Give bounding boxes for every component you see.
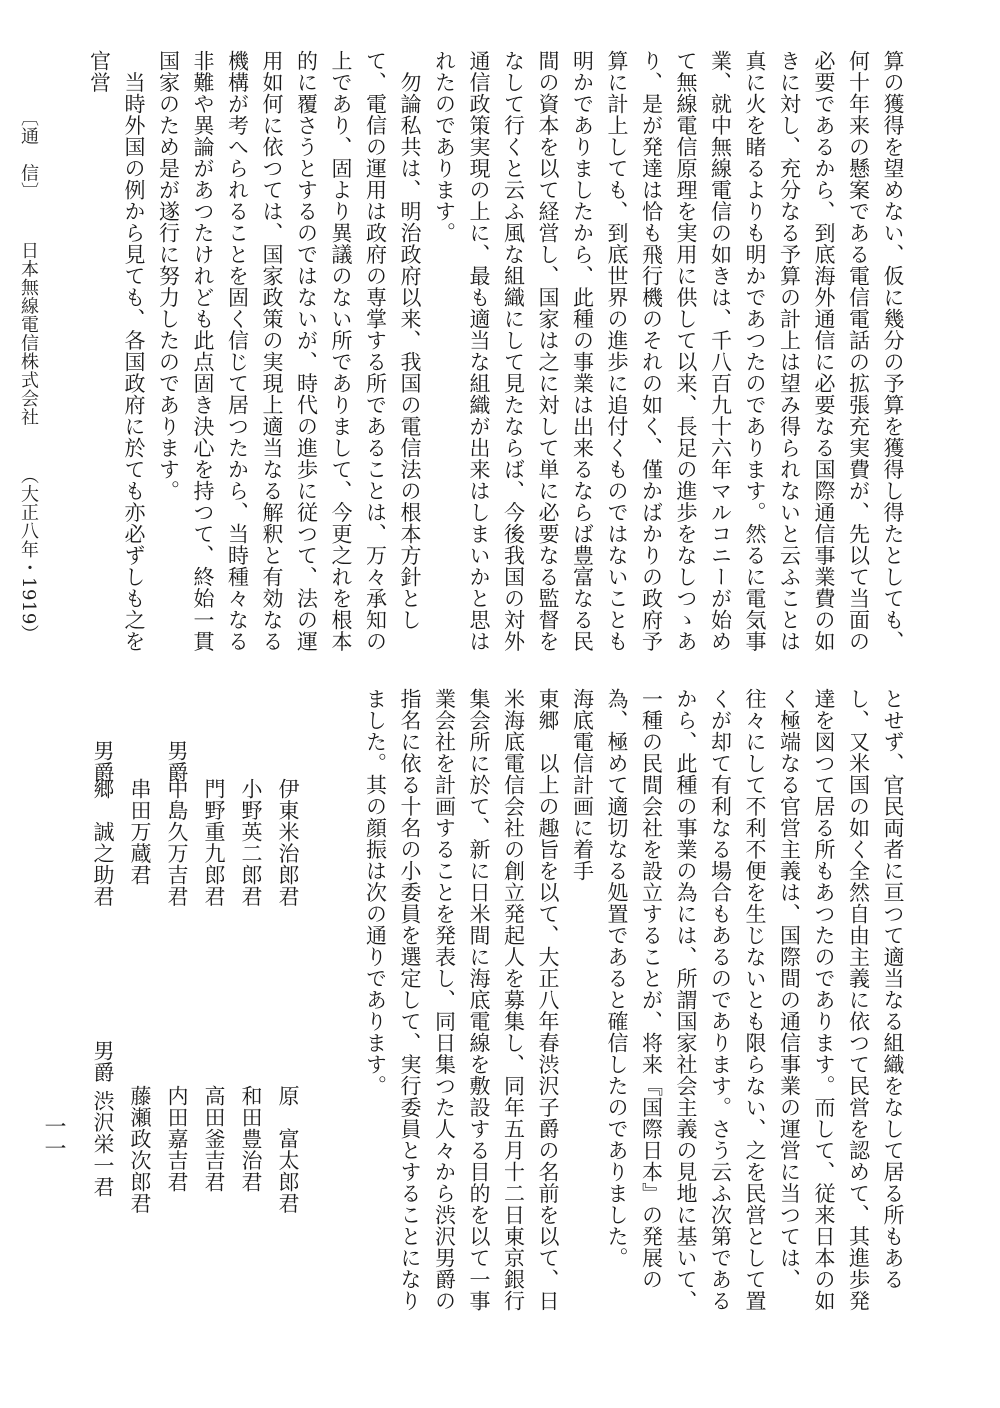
- member-name: 串田万蔵君: [128, 778, 152, 886]
- paragraph-upper-2: 勿論私共は、明治政府以来、我国の電信法の根本方針として、電信の運用は政府の専掌する所であることは、万々承知の上であり、固より異議のない所でありまして、今更之れを根本的に覆さうとするのではないが、時代の進歩に従つて、法の運用如何に依つては、国家政策の実現上適当なる解釈と有効なる機構が考へられることを固く信じて居つたから、当時種々なる非難や異論があつたけれども此点固き決心を持つて、終始一貫国家のため是が遂行に努力したのであります。: [156, 50, 422, 652]
- header-date: （大正八年・1919）: [18, 466, 39, 644]
- member-column: [197, 750, 231, 1270]
- member-name: 高田釜吉君: [202, 1085, 226, 1193]
- paragraph-lower-1: とせず、官民両者に亘つて適当なる組織をなして居る所もあるし、又米国の如く全然自由主義に依つて民営を認めて、其進歩発達を図つて居る所もあつたのであります。而して、従来日本の如く極端なる官営主義は、国際間の通信事業の運営に当つては、往々にして不利不便を生じないとも限らない、之を民営として置くが却て有利なる場合もあるのであります。さう云ふ次第であるから、此種の事業の為には、所謂国家社会主義の見地に基いて、一種の民間会社を設立することが、将来『国際日本』の発展の為、極めて適切なる処置であると確信したのでありました。: [605, 688, 905, 1312]
- member-title: 男爵: [165, 740, 189, 783]
- member-column: [234, 750, 268, 1270]
- page-number: 一一: [41, 1115, 66, 1159]
- member-name: 原 富太郎君: [276, 1085, 300, 1214]
- body-text-upper: [87, 50, 910, 665]
- member-name: 中島久万吉君: [165, 778, 189, 907]
- running-header: [8, 108, 48, 668]
- member-column: [271, 750, 305, 1270]
- paragraph-upper-1: 算の獲得を望めない、仮に幾分の予算を獲得し得たとしても、何十年来の懸案である電信電話の拡張充実費が、先以て当面の必要であるから、到底海外通信に必要なる国際通信事業費の如きに対し、充分なる予算の計上は望み得られないと云ふことは真に火を睹るよりも明かであつたのであります。然るに電気事業、就中無線電信の如きは、千八百九十六年マルコニーが始めて無線電信原理を実用に供して以来、長足の進歩をなしつゝあり、是が発達は恰も飛行機のそれの如く、僅かばかりの政府予算に計上しても、到底世界の進歩に追付くものではないことも明かでありましたから、此種の事業は出来るならば豊富なる民間の資本を以て経営し、国家は之に対して単に必要なる監督をなして行くと云ふ風な組織にして見たならば、今後我国の対外通信政策実現の上に、最も適当な組織が出来はしまいかと思はれたのであります。: [432, 50, 905, 652]
- member-column: [86, 740, 120, 1270]
- member-name: 和田豊治君: [239, 1085, 263, 1193]
- member-title: 男爵: [91, 740, 115, 783]
- member-name: 伊東米治郎君: [276, 778, 300, 907]
- member-column: [160, 740, 194, 1270]
- header-section: 〔通 信〕: [18, 108, 39, 201]
- member-column: [123, 750, 157, 1270]
- member-name: 門野重九郎君: [202, 778, 226, 907]
- paragraph-lower-2-text: 以上の趣旨を以て、大正八年春渋沢子爵の名前を以て、日米海底電信会社の創立発起人を募集し、同年五月十二日東京銀行集会所に於て、新に日米間に海底電線を敷設する目的を以て一事業会社を計画することを発表し、同日集つた人々から渋沢男爵の指名に依る十名の小委員を選定して、実行委員とすることになりました。其の顔振は次の通りであります。: [363, 688, 560, 1312]
- member-name: 郷 誠之助君: [91, 778, 115, 907]
- member-name: 小野英二郎君: [239, 778, 263, 907]
- section-heading: 海底電信計画に着手: [570, 688, 595, 882]
- body-text-lower: [310, 688, 910, 1328]
- member-name: 藤瀬政次郎君: [128, 1085, 152, 1214]
- header-publisher: 日本無線電信株式会社: [18, 240, 39, 426]
- paragraph-lower-2: [358, 688, 565, 1328]
- member-name: 男爵 渋沢栄一君: [91, 1040, 115, 1198]
- paragraph-upper-3: 当時外国の例から見ても、各国政府に於ても亦必ずしも之を官営: [87, 50, 146, 652]
- member-name: 内田嘉吉君: [165, 1085, 189, 1193]
- inline-name: 東郷: [536, 688, 560, 731]
- member-list: [60, 740, 305, 1310]
